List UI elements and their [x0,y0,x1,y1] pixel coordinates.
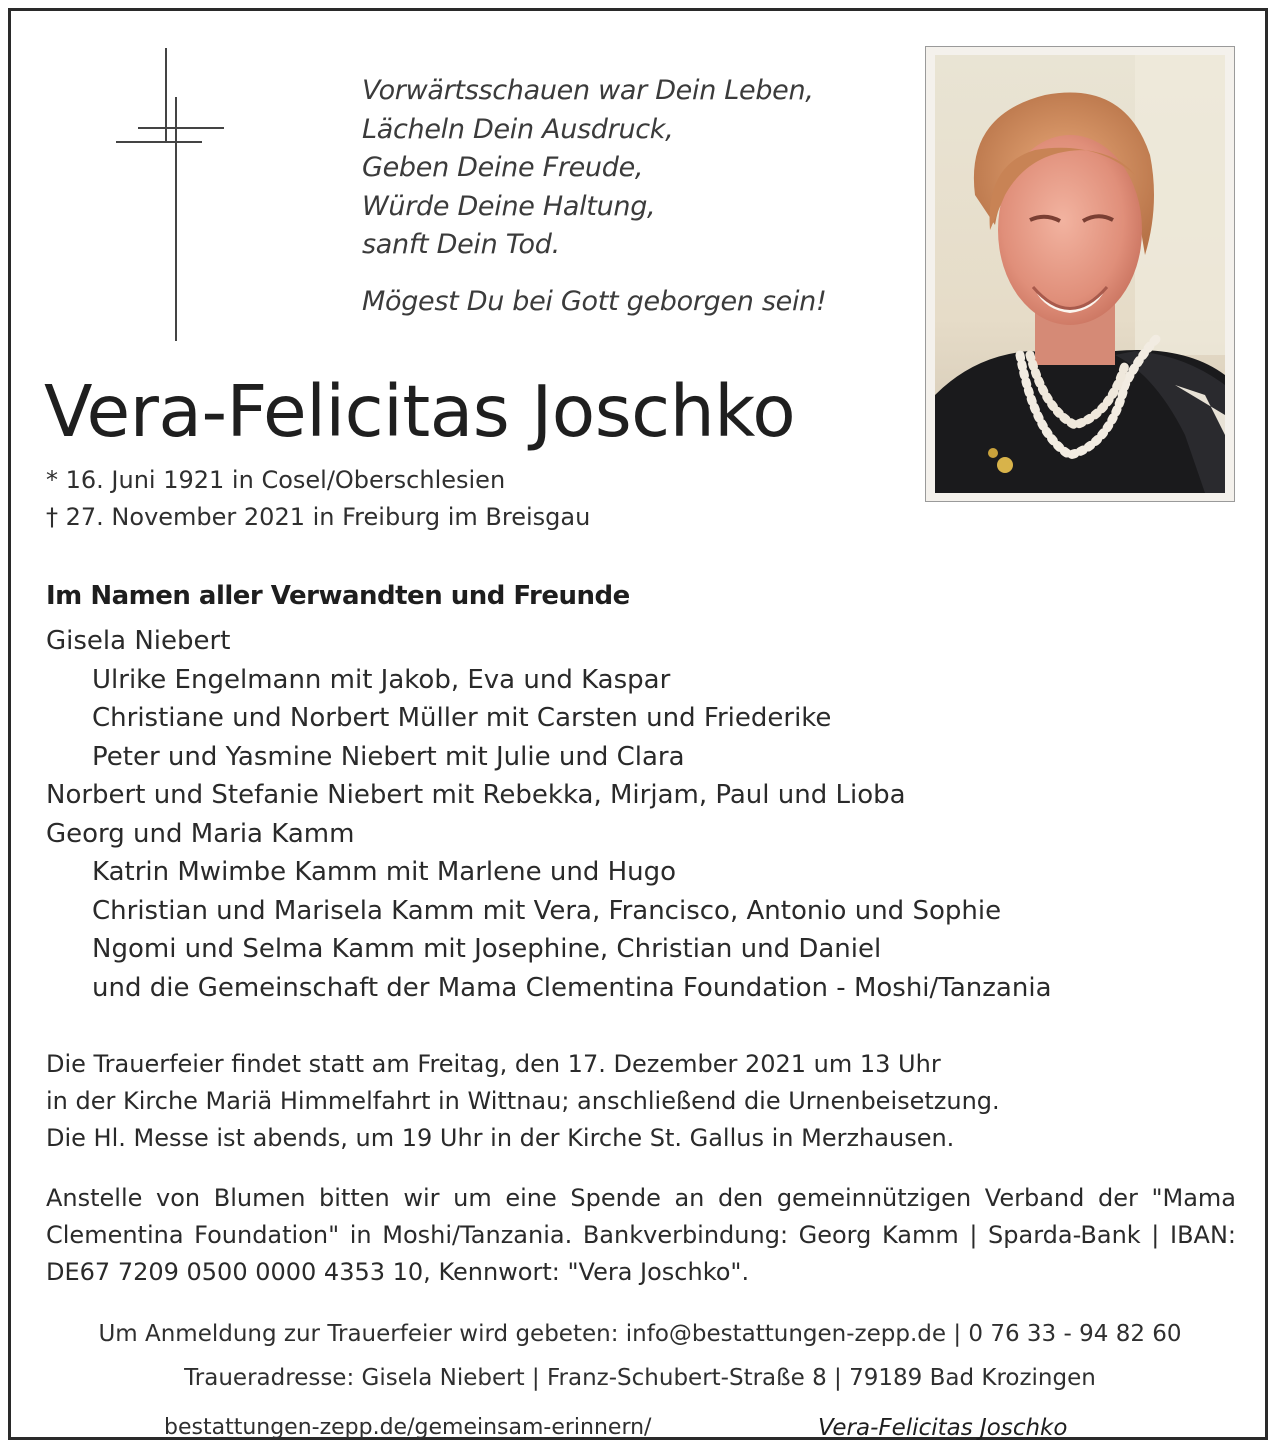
poem-line: Geben Deine Freude, [362,152,644,183]
memorial-link[interactable]: bestattungen-zepp.de/gemeinsam-erinnern/ [164,1415,652,1440]
donation-request: Anstelle von Blumen bitten wir um eine Spende an den gemeinnützigen Verband der "Mama Clementina Foundation" in Moshi/Tanzania. Bankverbindung: Georg Kamm | Sparda-Bank | IBAN: DE67 7209 0500 0000 4353 10, Kennwort: "Vera Joschko". [46,1184,1236,1286]
registration-contact: Um Anmeldung zur Trauerfeier wird gebeten: info@bestattungen-zepp.de | 0 76 33 - 94 82 60 [98,1321,1182,1347]
family-member: Katrin Mwimbe Kamm mit Marlene und Hugo [92,857,677,887]
service-details [46,1046,1000,1157]
photo-frame [925,46,1235,502]
life-dates [46,462,590,536]
family-member: Christiane und Norbert Müller mit Carsten und Friederike [92,703,832,733]
portrait-photo [935,55,1225,493]
family-member: Peter und Yasmine Niebert mit Julie und Clara [92,741,685,772]
poem-line: Würde Deine Haltung, [362,190,656,222]
family-member: Ngomi und Selma Kamm mit Josephine, Christian und Daniel [92,934,882,964]
family-member: Ulrike Engelmann mit Jakob, Eva und Kaspar [92,664,671,695]
service-line: Die Trauerfeier findet statt am Freitag, den 17. Dezember 2021 um 13 Uhr [46,1050,941,1078]
service-line: in der Kirche Mariä Himmelfahrt in Wittnau; anschließend die Urnenbeisetzung. [46,1087,1000,1115]
footer-name: Vera-Felicitas Joschko [818,1415,1068,1441]
service-line: Die Hl. Messe ist abends, um 19 Uhr in der Kirche St. Gallus in Merzhausen. [46,1124,955,1152]
poem-blessing: Mögest Du bei Gott geborgen sein! [362,285,827,317]
poem-line: Lächeln Dein Ausdruck, [362,113,674,145]
death-date: † 27. November 2021 in Freiburg im Breisgau [46,503,591,531]
family-member: Gisela Niebert [46,626,231,656]
family-member: Norbert und Stefanie Niebert mit Rebekka, Mirjam, Paul und Lioba [46,780,906,810]
family-member: Georg und Maria Kamm [46,818,355,849]
birth-date: * 16. Juni 1921 in Cosel/Oberschlesien [46,466,506,494]
poem-line: sanft Dein Tod. [362,229,560,260]
poem [362,72,902,321]
mourning-address: Traueradresse: Gisela Niebert | Franz-Schubert-Straße 8 | 79189 Bad Krozingen [184,1365,1096,1391]
poem-line: Vorwärtsschauen war Dein Leben, [362,75,814,106]
cross-icon [110,45,230,345]
family-member: Christian und Marisela Kamm mit Vera, Francisco, Antonio und Sophie [92,895,1002,926]
family-heading: Im Namen aller Verwandten und Freunde [46,581,630,611]
deceased-name: Vera-Felicitas Joschko [44,370,796,453]
family-list [46,622,1052,1007]
family-member: und die Gemeinschaft der Mama Clementina Foundation - Moshi/Tanzania [92,972,1052,1003]
